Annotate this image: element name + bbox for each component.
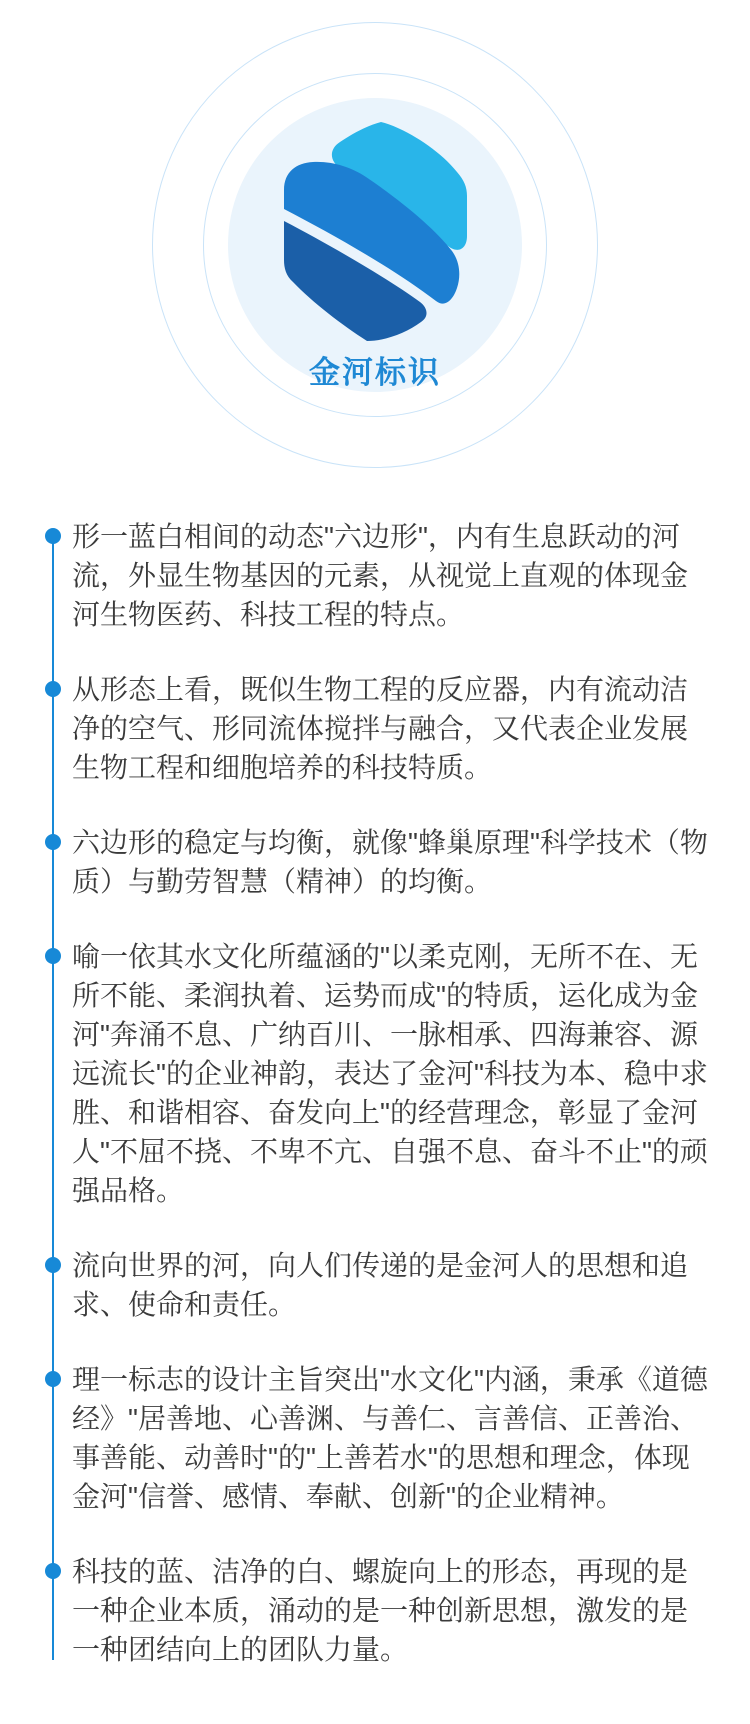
bullet-dot-icon: [45, 1563, 61, 1579]
logo-showcase: [0, 0, 750, 517]
logo-meaning-item: [72, 1360, 712, 1516]
logo-meaning-text: 理一标志的设计主旨突出"水文化"内涵，秉承《道德经》"居善地、心善渊、与善仁、言善信、正善治、事善能、动善时"的"上善若水"的思想和理念，体现金河"信誉、感情、奉献、创新"的企业精神。: [72, 1364, 708, 1512]
logo-meaning-text: 形一蓝白相间的动态"六边形"，内有生息跃动的河流，外显生物基因的元素，从视觉上直观的体现金河生物医药、科技工程的特点。: [72, 521, 689, 630]
logo-meaning-text: 喻一依其水文化所蕴涵的"以柔克刚，无所不在、无所不能、柔润执着、运势而成"的特质，运化成为金河"奔涌不息、广纳百川、一脉相承、四海兼容、源远流长"的企业神韵，表达了金河"科技为本、稳中求胜、和谐相容、奋发向上"的经营理念，彰显了金河人"不屈不挠、不卑不亢、自强不息、奋斗不止"的顽强品格。: [72, 941, 708, 1206]
bullet-dot-icon: [45, 834, 61, 850]
logo-caption: 金河标识: [309, 355, 441, 390]
bullet-dot-icon: [45, 948, 61, 964]
logo-meaning-item: [72, 1552, 712, 1669]
logo-meaning-text: 科技的蓝、洁净的白、螺旋向上的形态，再现的是一种企业本质，涌动的是一种创新思想，激发的是一种团结向上的团队力量。: [72, 1556, 689, 1665]
logo-meaning-item: [72, 1246, 712, 1324]
bullet-dot-icon: [45, 528, 61, 544]
bullet-dot-icon: [45, 1257, 61, 1273]
logo-meaning-item: [72, 670, 712, 787]
bullet-dot-icon: [45, 681, 61, 697]
logo-meaning-text: 从形态上看，既似生物工程的反应器，内有流动洁净的空气、形同流体搅拌与融合，又代表企业发展生物工程和细胞培养的科技特质。: [72, 674, 689, 783]
logo-meaning-item: [72, 823, 712, 901]
logo-meaning-text: 六边形的稳定与均衡，就像"蜂巢原理"科学技术（物质）与勤劳智慧（精神）的均衡。: [72, 827, 708, 897]
timeline-connector-line: [52, 536, 54, 1660]
company-logo-icon: [270, 110, 480, 350]
logo-meaning-item: [72, 517, 712, 634]
logo-meaning-list: [0, 517, 750, 1724]
bullet-dot-icon: [45, 1371, 61, 1387]
logo-meaning-item: [72, 937, 712, 1210]
logo-meaning-text: 流向世界的河，向人们传递的是金河人的思想和追求、使命和责任。: [72, 1250, 689, 1320]
